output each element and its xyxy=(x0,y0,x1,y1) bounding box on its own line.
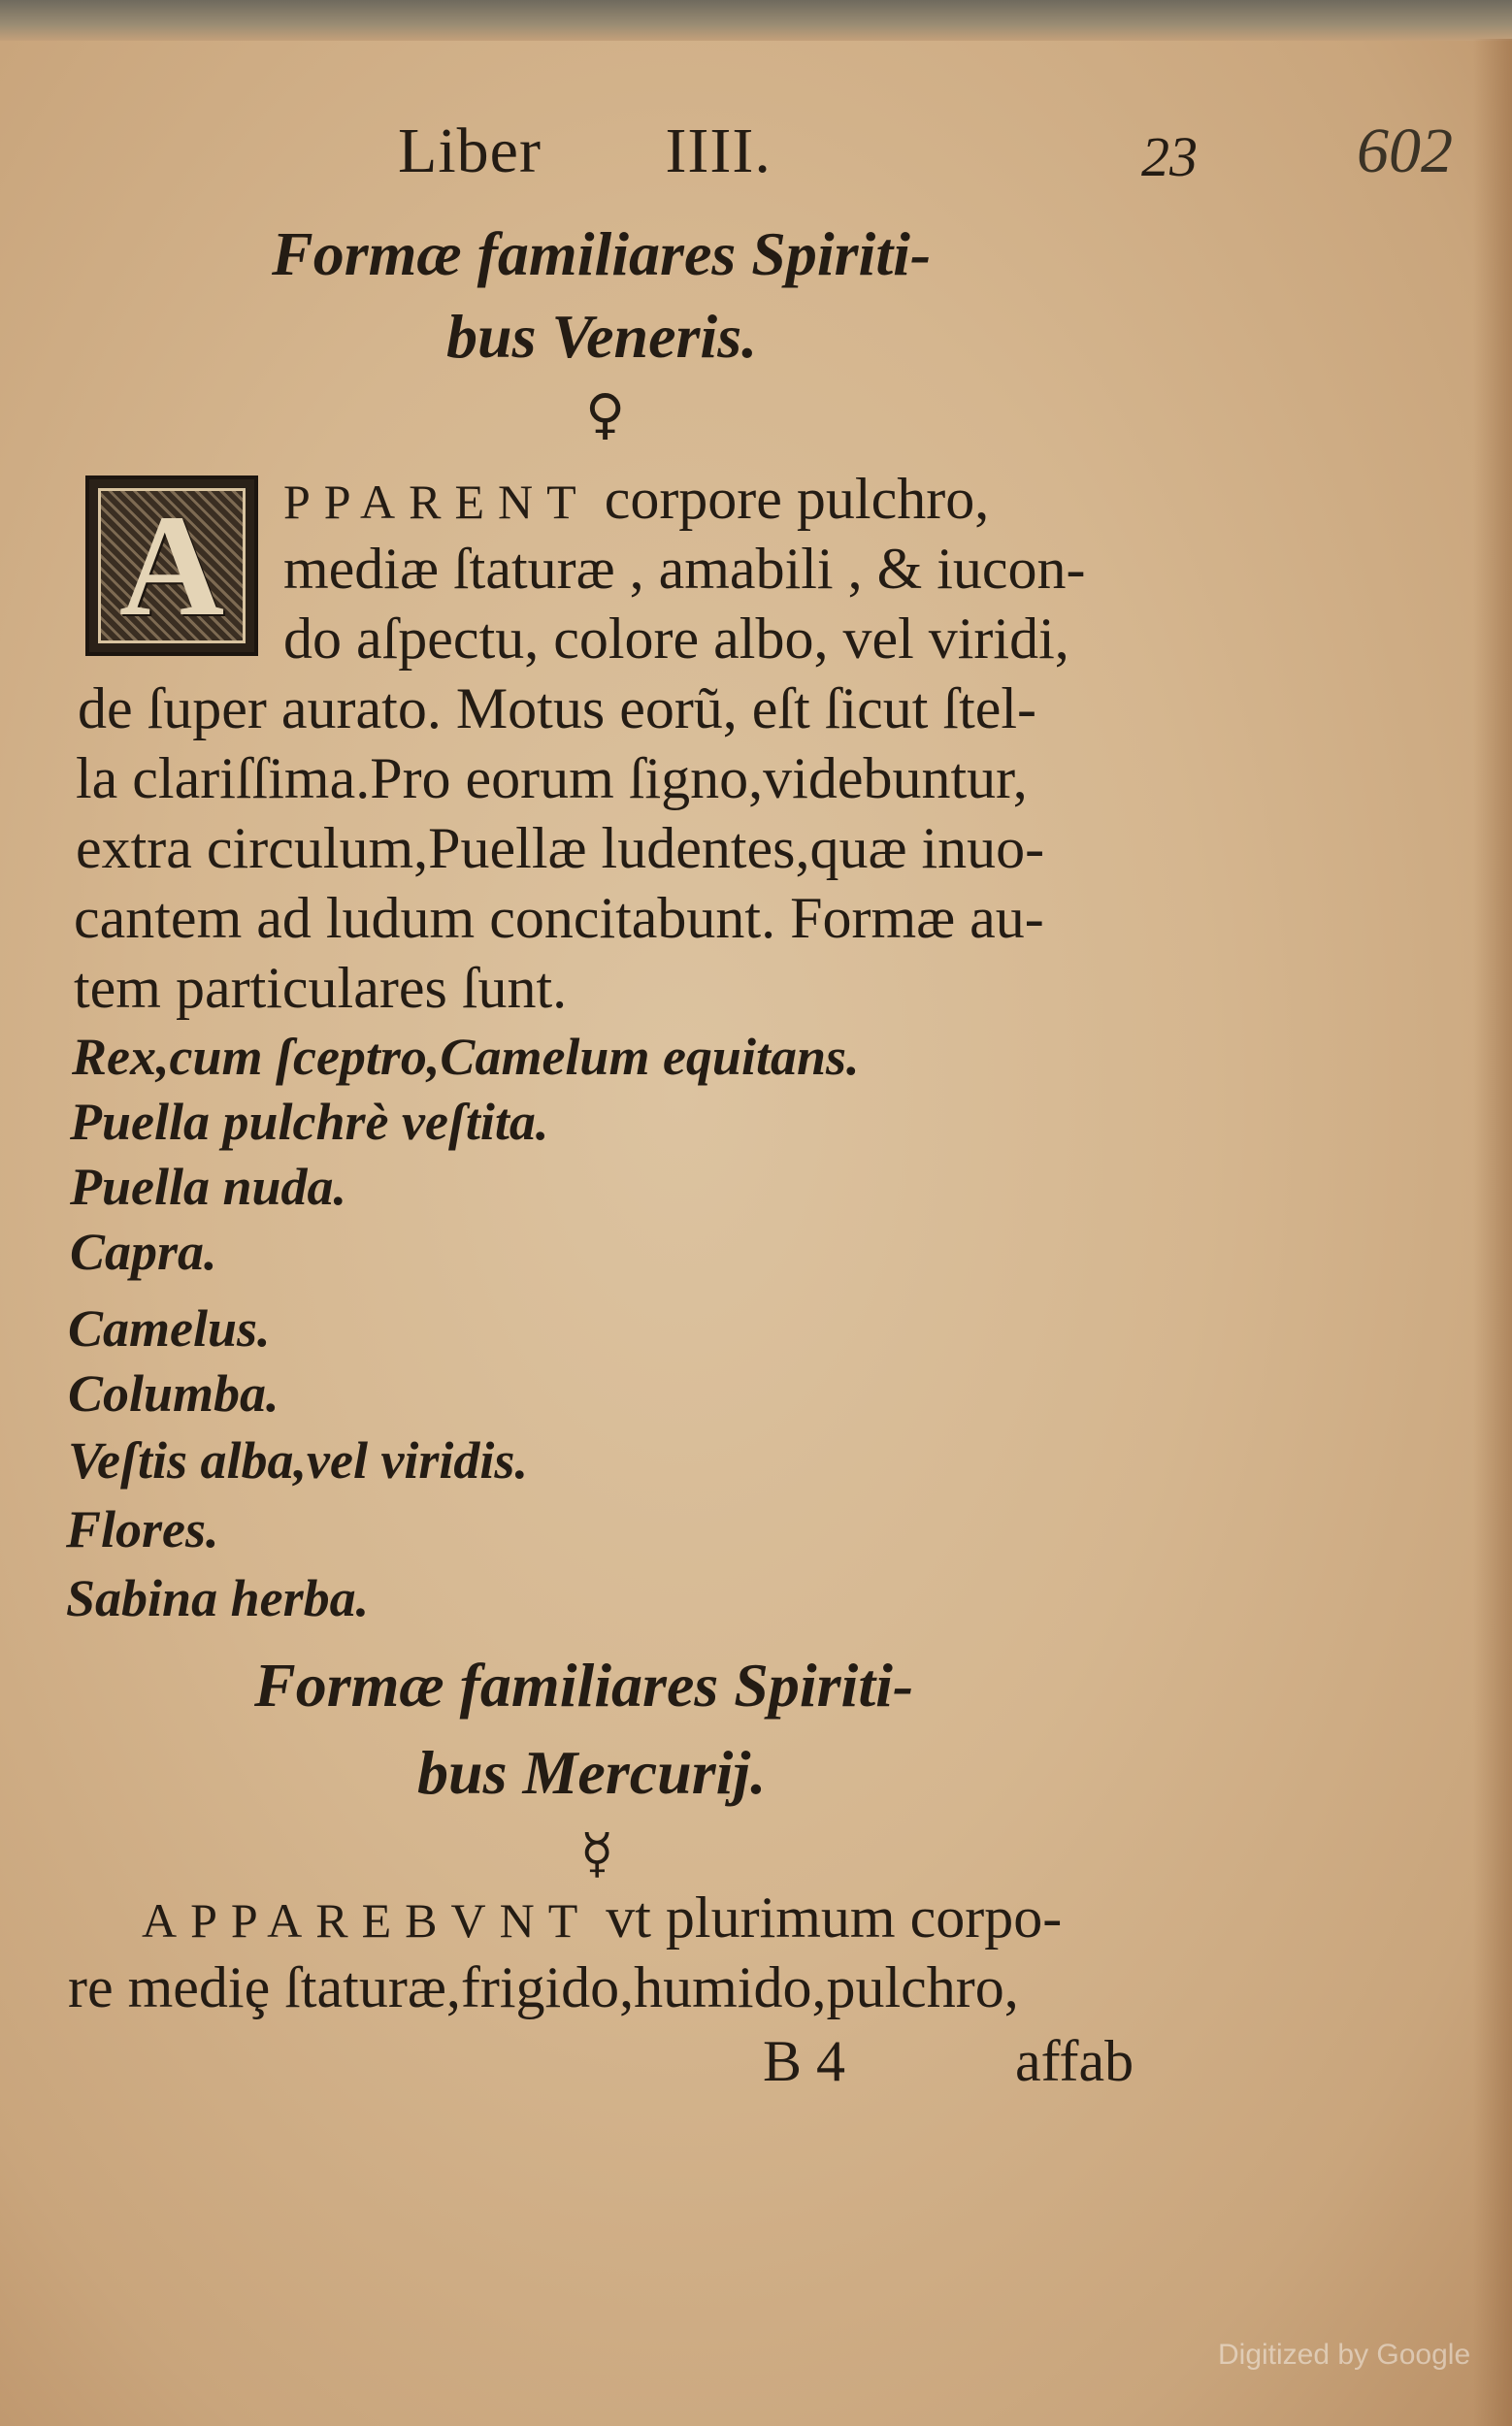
venus-symbol-icon: ♀ xyxy=(585,383,626,446)
venus-form-6: Columba. xyxy=(68,1364,279,1423)
venus-line-5: la clariſſima.Pro eorum ſigno,videbuntur, xyxy=(76,746,1028,810)
page-top-edge xyxy=(0,0,1512,41)
venus-lead-word: PPARENT xyxy=(283,475,590,529)
venus-form-4: Capra. xyxy=(70,1223,217,1281)
mercury-symbol-icon: ☿ xyxy=(580,1822,614,1885)
venus-form-9: Sabina herba. xyxy=(66,1569,370,1627)
venus-form-1: Rex,cum ſceptro,Camelum equitans. xyxy=(72,1028,860,1086)
mercury-lead-word: APPAREBVNT xyxy=(142,1893,592,1948)
decorated-initial-frame xyxy=(98,485,246,646)
header-book: Liber xyxy=(398,115,542,186)
decorated-initial xyxy=(85,475,258,656)
venus-line-1 xyxy=(283,466,989,533)
venus-title-line2: bus Veneris. xyxy=(446,302,758,371)
mercury-title-line2: bus Mercurij. xyxy=(417,1738,767,1807)
catchword: affab xyxy=(1015,2029,1134,2093)
venus-title-line1: Formæ familiares Spiriti- xyxy=(272,219,932,288)
handwritten-number: 602 xyxy=(1357,115,1453,186)
venus-line-4: de ſuper aurato. Motus eorũ, eſt ſicut ſtel- xyxy=(78,676,1037,740)
header-book-number: IIII. xyxy=(665,115,772,186)
venus-line-3: do aſpectu, colore albo, vel viridi, xyxy=(283,606,1069,671)
venus-form-2: Puella pulchrè veſtita. xyxy=(70,1093,549,1151)
venus-form-7: Veſtis alba,vel viridis. xyxy=(68,1431,528,1490)
page-right-edge xyxy=(1473,39,1512,2426)
venus-form-5: Camelus. xyxy=(68,1299,271,1358)
folio-number: 23 xyxy=(1141,125,1198,188)
mercury-line-1 xyxy=(142,1885,1062,1951)
mercury-line-2: re mediȩ ſtaturæ,frigido,humido,pulchro, xyxy=(68,1955,1019,2019)
venus-line-8: tem particulares ſunt. xyxy=(74,956,568,1020)
digitization-watermark: Digitized by Google xyxy=(1218,2339,1471,2371)
venus-line-1-text: corpore pulchro, xyxy=(604,467,990,531)
venus-line-7: cantem ad ludum concitabunt. Formæ au- xyxy=(74,886,1044,950)
venus-form-8: Flores. xyxy=(66,1500,219,1558)
venus-line-6: extra circulum,Puellæ ludentes,quæ inuo- xyxy=(76,816,1045,880)
decorated-initial-letter: A xyxy=(118,485,225,646)
mercury-line-1-text: vt plurimum corpo- xyxy=(606,1885,1063,1950)
signature-mark: B 4 xyxy=(763,2029,846,2093)
running-header xyxy=(398,115,772,188)
mercury-title-line1: Formæ familiares Spiriti- xyxy=(254,1651,914,1720)
venus-form-3: Puella nuda. xyxy=(70,1158,347,1216)
venus-line-2: mediæ ſtaturæ , amabili , & iucon- xyxy=(283,537,1086,601)
